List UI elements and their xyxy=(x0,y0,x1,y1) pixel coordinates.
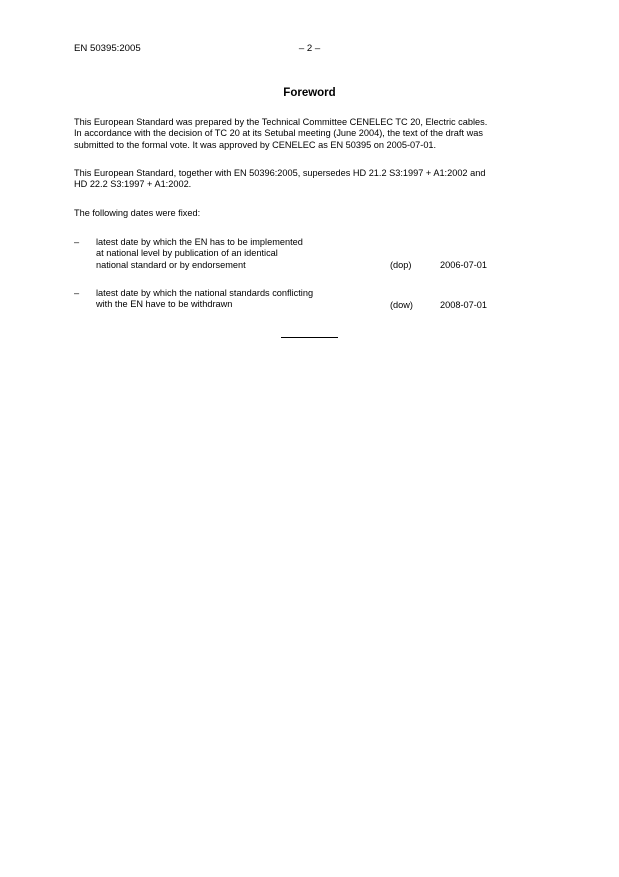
date-item-date: 2008-07-01 xyxy=(440,300,487,310)
paragraph-preparation: This European Standard was prepared by the Technical Committee CENELEC TC 20, Electric cables. In accordance with the decision of TC 20 at its Setubal meeting (June 2004), the text of the draft was submitted to the formal vote. It was approved by CENELEC as EN 50395 on 2005-07-01. xyxy=(74,117,488,150)
section-title: Foreword xyxy=(283,87,336,99)
paragraph-dates-intro: The following dates were fixed: xyxy=(74,208,201,218)
date-item-date: 2006-07-01 xyxy=(440,260,487,270)
date-item-abbreviation: (dow) xyxy=(390,300,413,310)
date-item-text: latest date by which the national standards conflicting with the EN have to be withdrawn xyxy=(96,288,314,310)
list-dash: – xyxy=(74,237,80,247)
date-item-text: latest date by which the EN has to be implemented at national level by publication of an identical national standard or by endorsement xyxy=(96,237,303,270)
header-document-id: EN 50395:2005 xyxy=(74,43,141,54)
end-rule-divider xyxy=(281,337,338,338)
date-item-abbreviation: (dop) xyxy=(390,260,412,270)
paragraph-supersedes: This European Standard, together with EN 50396:2005, supersedes HD 21.2 S3:1997 + A1:2002 and HD 22.2 S3:1997 + A1:2002. xyxy=(74,168,486,190)
header-page-number: – 2 – xyxy=(298,43,321,54)
list-dash: – xyxy=(74,288,80,298)
